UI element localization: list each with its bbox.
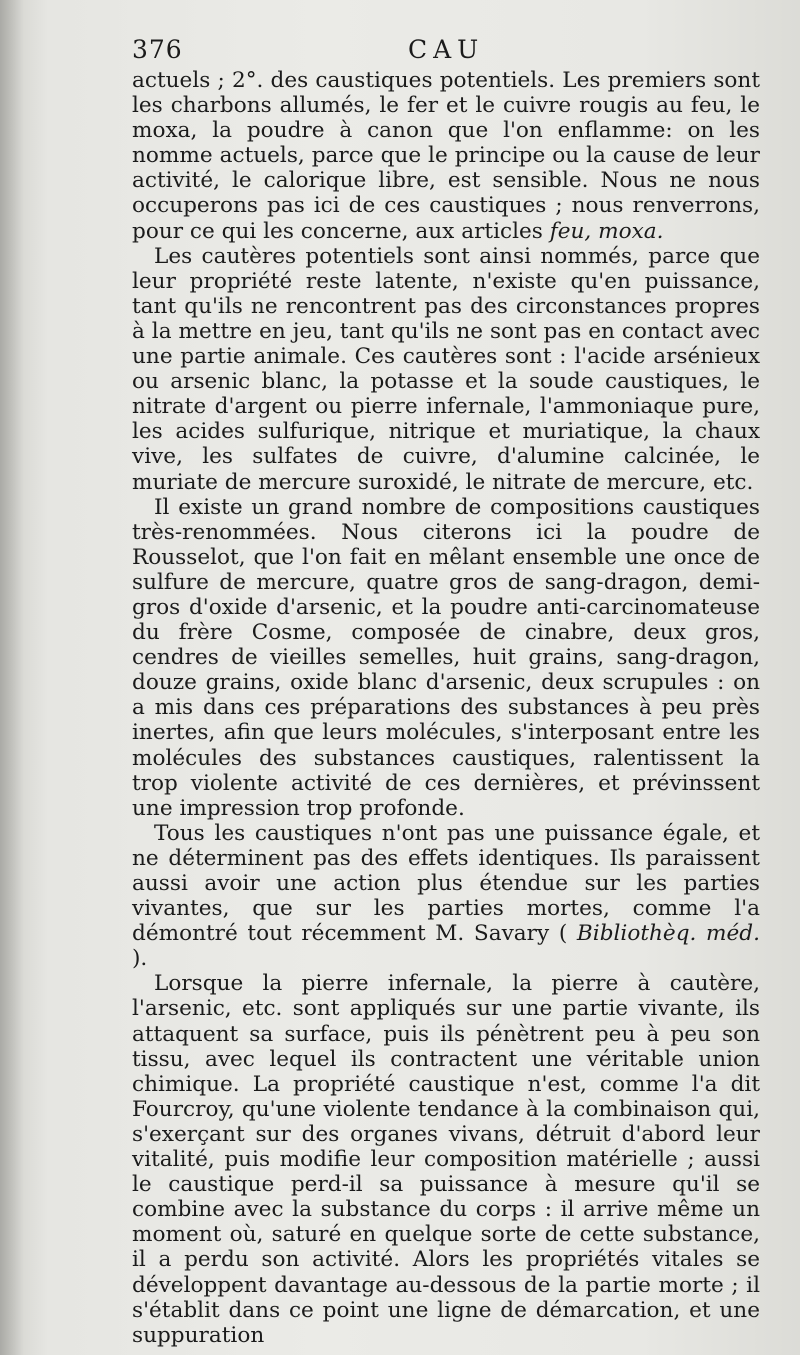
running-head: CAU [408, 35, 485, 64]
paragraph-4-text: Tous les caustiques n'ont pas une puissance égale, et ne déterminent pas des effets identiques. Ils paraissent aussi avoir une action plus étendue sur les parties vivantes, que sur les parties mortes, comme l'a démontré tout récemment M. Savary ( [132, 820, 760, 947]
body-text [132, 68, 760, 1348]
paragraph-3 [132, 495, 760, 821]
paragraph-4 [132, 821, 760, 972]
paragraph-5 [132, 971, 760, 1347]
paragraph-2-text: Les cautères potentiels sont ainsi nommés, parce que leur propriété reste latente, n'existe qu'en puissance, tant qu'ils ne rencontrent pas des circonstances propres à la mettre en jeu, tant qu'ils ne sont pas en contact avec une partie animale. Ces cautères sont : l'acide arsénieux ou arsenic blanc, la potasse et la soude caustiques, le nitrate d'argent ou pierre infernale, l'ammoniaque pure, les acides sulfurique, nitrique et muriatique, la chaux vive, les sulfates de cuivre, d'alumine calcinée, le muriate de mercure suroxidé, le nitrate de mercure, etc. [132, 243, 760, 495]
paragraph-3-text: Il existe un grand nombre de compositions caustiques très-renommées. Nous citerons ici la poudre de Rousselot, que l'on fait en mêlant ensemble une once de sulfure de mercure, quatre gros de sang-dragon, demi-gros d'oxide d'arsenic, et la poudre anti-carcinomateuse du frère Cosme, composée de cinabre, deux gros, cendres de vieilles semelles, huit grains, sang-dragon, douze grains, oxide blanc d'arsenic, deux scrupules : on a mis dans ces préparations des substances à peu près inertes, afin que leurs molécules, s'interposant entre les molécules des substances caustiques, ralentissent la trop violente activité de ces dernières, et prévinssent une impression trop profonde. [132, 494, 760, 821]
paragraph-1-text: actuels ; 2°. des caustiques potentiels. Les premiers sont les charbons allumés, le fer et le cuivre rougis au feu, le moxa, la poudre à canon que l'on enflamme: on les nomme actuels, parce que le principe ou la cause de leur activité, le calorique libre, est sensible. Nous ne nous occuperons pas ici de ces caustiques ; nous renverrons, pour ce qui les concerne, aux articles [132, 68, 760, 244]
gutter-shadow [0, 0, 24, 1355]
paragraph-5-text: Lorsque la pierre infernale, la pierre à cautère, l'arsenic, etc. sont appliqués sur une partie vivante, ils attaquent sa surface, puis ils pénètrent peu à peu son tissu, avec lequel ils contractent une véritable union chimique. La propriété caustique n'est, comme l'a dit Fourcroy, qu'une violente tendance à la combinaison qui, s'exerçant sur des organes vivans, détruit d'abord leur vitalité, puis modifie leur composition matérielle ; aussi le caustique perd-il sa puissance à mesure qu'il se combine avec la substance du corps : il arrive même un moment où, saturé en quelque sorte de cette substance, il a perdu son activité. Alors les propriétés vitales se développent davantage au-dessous de la partie morte ; il s'établit dans ce point une ligne de démarcation, et une suppuration [132, 971, 760, 1348]
paragraph-4-italic-citation: Bibliothèq. méd. [576, 921, 760, 947]
paragraph-1-italic-articles: feu, moxa. [549, 218, 664, 244]
paragraph-2 [132, 244, 760, 495]
page-header [132, 32, 760, 68]
paragraph-4-text-end: ). [132, 946, 148, 972]
page-number: 376 [132, 35, 183, 64]
paragraph-1 [132, 68, 760, 244]
